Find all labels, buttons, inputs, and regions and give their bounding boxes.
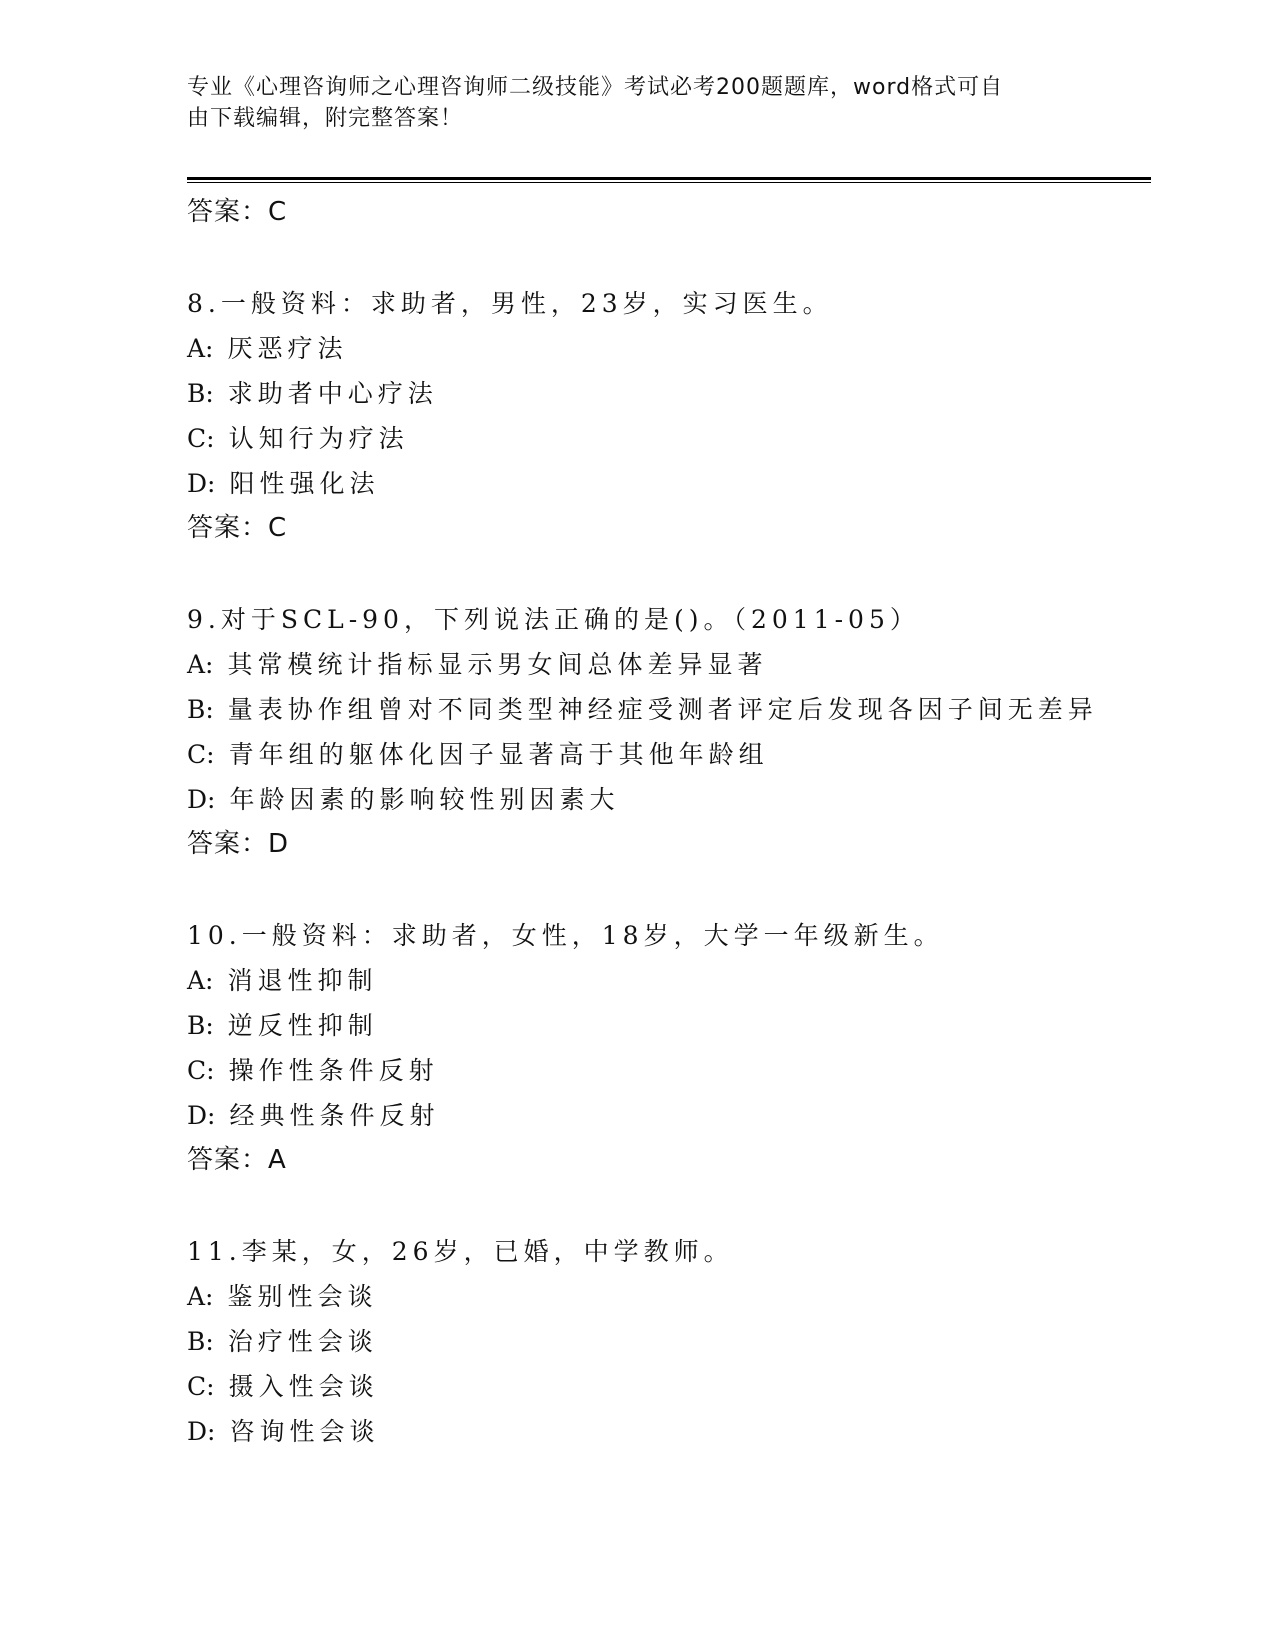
header-line-2: 由下载编辑，附完整答案！: [187, 106, 464, 131]
option-a: [187, 1274, 1147, 1319]
option-text: 治疗性会谈: [227, 1327, 378, 1356]
option-d: [187, 777, 1147, 822]
option-letter: D:: [187, 1101, 216, 1130]
option-text: 摄入性会谈: [228, 1372, 379, 1401]
option-letter: D:: [187, 785, 216, 814]
question-block: [187, 913, 1147, 1182]
option-b: [187, 371, 1147, 416]
option-text: 咨询性会谈: [229, 1417, 380, 1446]
option-b: [187, 1319, 1147, 1364]
option-letter: B:: [187, 379, 214, 408]
question-text: 8.一般资料：求助者，男性，23岁，实习医生。: [187, 289, 833, 318]
option-text: 逆反性抑制: [227, 1011, 378, 1040]
option-b: [187, 1003, 1147, 1048]
option-b: [187, 687, 1147, 732]
option-letter: C:: [187, 740, 215, 769]
option-text: 认知行为疗法: [228, 424, 409, 453]
option-letter: A:: [187, 1282, 214, 1311]
answer-line: 答案：C: [187, 513, 288, 543]
option-a: [187, 642, 1147, 687]
question-text: 11.李某，女，26岁，已婚，中学教师。: [187, 1237, 734, 1266]
option-d: [187, 461, 1147, 506]
option-c: [187, 1048, 1147, 1093]
option-d: [187, 1093, 1147, 1138]
option-c: [187, 1364, 1147, 1409]
option-letter: C:: [187, 1056, 215, 1085]
option-letter: A:: [187, 334, 214, 363]
option-letter: C:: [187, 424, 215, 453]
option-c: [187, 416, 1147, 461]
option-letter: B:: [187, 1327, 214, 1356]
option-text: 其常模统计指标显示男女间总体差异显著: [227, 650, 768, 679]
header-line-1: 专业《心理咨询师之心理咨询师二级技能》考试必考200题题库，word格式可自: [187, 75, 1004, 100]
question-block: [187, 597, 1147, 866]
option-text: 青年组的躯体化因子显著高于其他年龄组: [228, 740, 769, 769]
option-letter: A:: [187, 650, 214, 679]
option-text: 经典性条件反射: [229, 1101, 440, 1130]
document-header: [187, 72, 1067, 134]
answer-line: 答案：A: [187, 1145, 287, 1175]
option-text: 消退性抑制: [227, 966, 378, 995]
question-text: 10.一般资料：求助者，女性，18岁，大学一年级新生。: [187, 921, 944, 950]
question-block: [187, 281, 1147, 550]
option-text: 量表协作组曾对不同类型神经症受测者评定后发现各因子间无差异: [227, 695, 1098, 724]
question-list: [187, 190, 1147, 1454]
option-letter: D:: [187, 469, 216, 498]
option-letter: A:: [187, 966, 214, 995]
question-text: 9.对于SCL-90，下列说法正确的是()。（2011-05）: [187, 605, 920, 634]
header-rule-thick: [187, 177, 1151, 180]
option-a: [187, 958, 1147, 1003]
question-block: [187, 1229, 1147, 1454]
header-rule-thin: [187, 182, 1151, 183]
option-text: 求助者中心疗法: [227, 379, 438, 408]
option-a: [187, 326, 1147, 371]
option-text: 阳性强化法: [229, 469, 380, 498]
option-text: 鉴别性会谈: [227, 1282, 378, 1311]
option-d: [187, 1409, 1147, 1454]
option-letter: C:: [187, 1372, 215, 1401]
option-c: [187, 732, 1147, 777]
answer-line: 答案：D: [187, 829, 290, 859]
option-letter: B:: [187, 1011, 214, 1040]
option-letter: D:: [187, 1417, 216, 1446]
option-text: 年龄因素的影响较性别因素大: [229, 785, 620, 814]
option-text: 操作性条件反射: [228, 1056, 439, 1085]
answer-line: 答案：C: [187, 197, 288, 227]
option-letter: B:: [187, 695, 214, 724]
option-text: 厌恶疗法: [227, 334, 348, 363]
